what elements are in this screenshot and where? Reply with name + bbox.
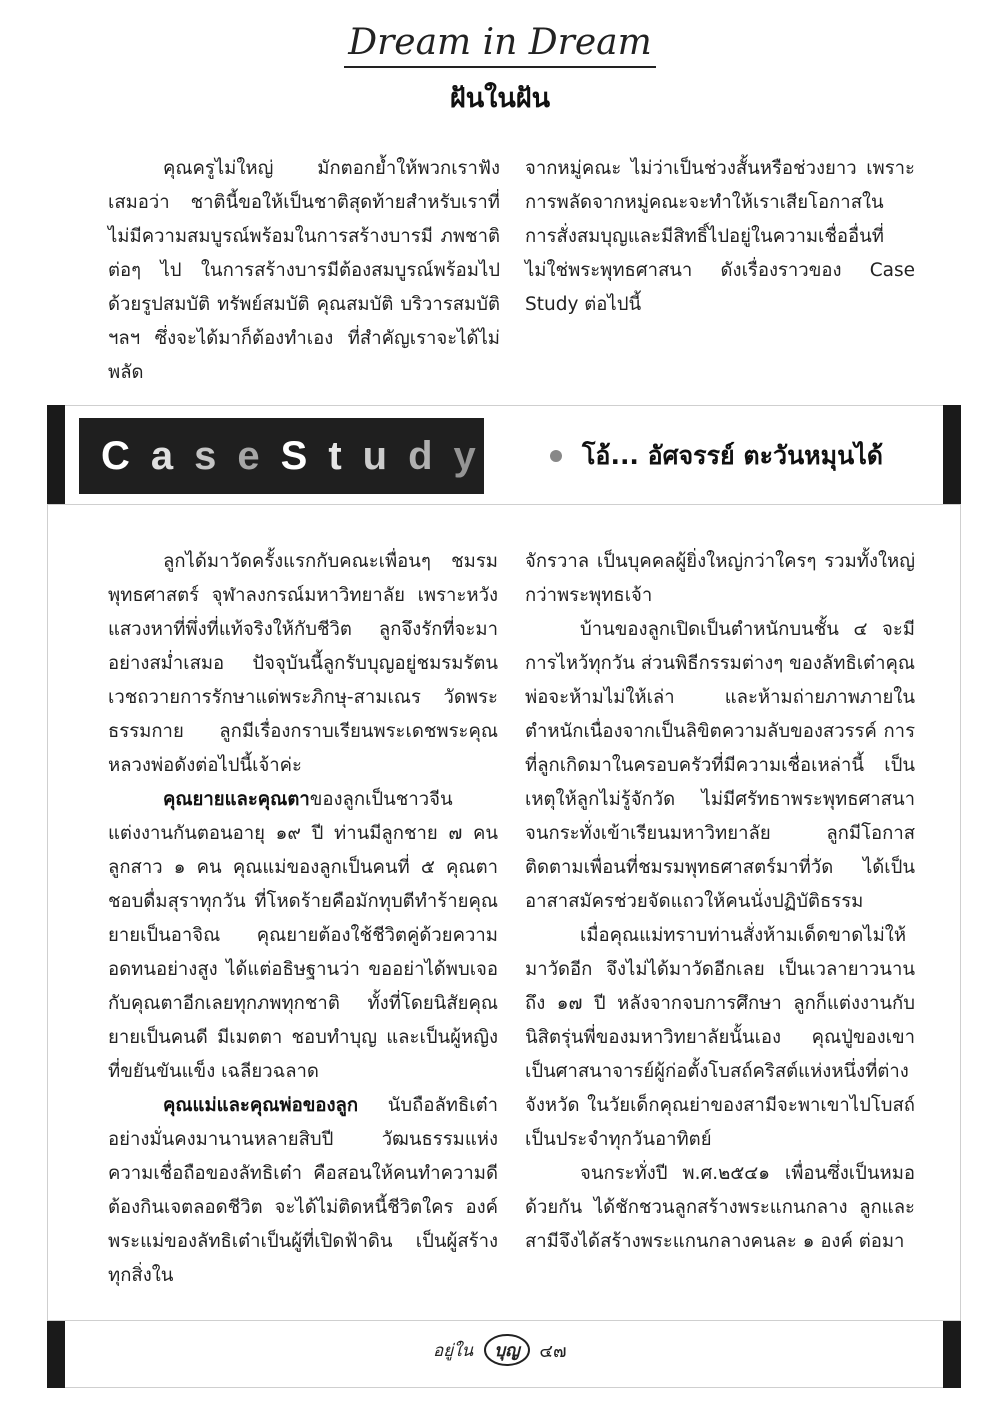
body-right-column <box>525 545 915 1259</box>
body-left-paragraph-2 <box>108 783 498 1089</box>
body-right-paragraph-1: จักรวาล เป็นบุคคลผู้ยิ่งใหญ่กว่าใครๆ รวมทั้งใหญ่กว่าพระพุทธเจ้า <box>525 551 915 606</box>
banner-letter: y <box>453 433 476 478</box>
body-left-paragraph-1: ลูกได้มาวัดครั้งแรกกับคณะเพื่อนๆ ชมรมพุทธศาสตร์ จุฬาลงกรณ์มหาวิทยาลัย เพราะหวังแสวงหาที่พึ่งที่แท้จริงให้กับชีวิต ลูกจึงรักที่จะมาอย่างสม่ำเสมอ ปัจจุบันนี้ลูกรับบุญอยู่ชมรมรัตนเวชถวายการรักษาแด่พระภิกษุ-สามเณร วัดพระธรรมกาย ลูกมีเรื่องกราบเรียนพระเดชพระคุณหลวงพ่อดังต่อไปนี้เจ้าค่ะ <box>108 551 498 776</box>
body-left-paragraph-3 <box>108 1089 498 1293</box>
banner-letter: a <box>150 433 174 478</box>
banner-letter: s <box>194 433 217 478</box>
intro-right-paragraph: จากหมู่คณะ ไม่ว่าเป็นช่วงสั้นหรือช่วงยาว เพราะการพลัดจากหมู่คณะจะทำให้เราเสียโอกาสในการสั่งสมบุญและมีสิทธิ์ไปอยู่ในความเชื่ออื่นที่ไม่ใช่พระพุทธศาสนา ดังเรื่องราวของ Case Study ต่อไปนี้ <box>525 158 915 315</box>
title-english: Dream in Dream <box>344 22 656 68</box>
case-study-headline <box>550 433 883 479</box>
page-number: ๔๗ <box>539 1340 567 1362</box>
banner-letter: t <box>328 433 342 478</box>
logo-text-2: บุญ <box>494 1341 521 1361</box>
banner-letter: C <box>101 433 130 478</box>
body-right-paragraph-4: จนกระทั่งปี พ.ศ.๒๕๔๑ เพื่อนซึ่งเป็นหมอด้วยกัน ได้ชักชวนลูกสร้างพระแกนกลาง ลูกและสามีจึงได้สร้างพระแกนกลางคนละ ๑ องค์ ต่อมา <box>525 1163 915 1252</box>
logo-icon <box>433 1333 533 1367</box>
case-study-banner <box>79 418 484 494</box>
intro-left-paragraph: คุณครูไม่ใหญ่ มักตอกย้ำให้พวกเราฟังเสมอว่า ชาตินี้ขอให้เป็นชาติสุดท้ายสำหรับเราที่ไม่มีความสมบูรณ์พร้อมในการสร้างบารมี ภพชาติต่อๆ ไป ในการสร้างบารมีต้องสมบูรณ์พร้อมไปด้วยรูปสมบัติ ทรัพย์สมบัติ คุณสมบัติ บริวารสมบัติ ฯลฯ ซึ่งจะได้มาก็ต้องทำเอง ที่สำคัญเราจะได้ไม่พลัด <box>108 158 500 383</box>
paragraph-bold-lead: คุณยายและคุณตา <box>163 789 310 810</box>
frame-bar-top-right <box>943 405 961 504</box>
frame-bar-top-left <box>47 405 65 504</box>
footer-logo <box>433 1333 533 1367</box>
frame-divider-top <box>47 504 961 505</box>
body-right-paragraph-3: เมื่อคุณแม่ทราบท่านสั่งห้ามเด็ดขาดไม่ให้มาวัดอีก จึงไม่ได้มาวัดอีกเลย เป็นเวลายาวนานถึง ๑๗ ปี หลังจากจบการศึกษา ลูกก็แต่งงานกับนิสิตรุ่นพี่ของมหาวิทยาลัยนั้นเอง คุณปู่ของเขาเป็นศาสนาจารย์ผู้ก่อตั้งโบสถ์คริสต์แห่งหนึ่งที่ต่างจังหวัด ในวัยเด็กคุณย่าของสามีจะพาเขาไปโบสถ์เป็นประจำทุกวันอาทิตย์ <box>525 925 915 1150</box>
banner-letter: e <box>237 433 260 478</box>
body-right-paragraph-2: บ้านของลูกเปิดเป็นตำหนักบนชั้น ๔ จะมีการไหว้ทุกวัน ส่วนพิธีกรรมต่างๆ ของลัทธิเต๋าคุณพ่อจะห้ามไม่ให้เล่า และห้ามถ่ายภาพภายในตำหนักเนื่องจากเป็นลิขิตความลับของสวรรค์ การที่ลูกเกิดมาในครอบครัวที่มีความเชื่อเหล่านี้ เป็นเหตุให้ลูกไม่รู้จักวัด ไม่มีศรัทธาพระพุทธศาสนาจนกระทั่งเข้าเรียนมหาวิทยาลัย ลูกมีโอกาสติดตามเพื่อนที่ชมรมพุทธศาสตร์มาที่วัด ได้เป็นอาสาสมัครช่วยจัดแถวให้คนนั่งปฏิบัติธรรม <box>525 619 915 912</box>
title-thai: ฝันในฝัน <box>449 83 551 114</box>
banner-letter: u <box>362 433 388 478</box>
headline-text: โอ้... อัศจรรย์ ตะวันหมุนได้ <box>582 441 884 470</box>
logo-text-1: อยู่ใน <box>433 1341 474 1361</box>
page-header <box>0 22 1000 119</box>
intro-left-column <box>108 152 500 390</box>
bullet-icon <box>550 450 562 462</box>
banner-letter: d <box>408 433 433 478</box>
paragraph-text: ของลูกเป็นชาวจีน แต่งงานกันตอนอายุ ๑๙ ปี ท่านมีลูกชาย ๗ คน ลูกสาว ๑ คน คุณแม่ของลูกเป็นคนที่ ๕ คุณตาชอบดื่มสุราทุกวัน ที่โหดร้ายคือมักทุบตีทำร้ายคุณยายเป็นอาจิณ คุณยายต้องใช้ชีวิตคู่ด้วยความอดทนอย่างสูง ได้แต่อธิษฐานว่า ขออย่าได้พบเจอกับคุณตาอีกเลยทุกภพทุกชาติ ทั้งที่โดยนิสัยคุณยายเป็นคนดี มีเมตตา ชอบทำบุญ และเป็นผู้หญิง ที่ขยันขันแข็ง เฉลียวฉลาด <box>108 789 498 1082</box>
frame-divider-bottom <box>47 1320 961 1321</box>
paragraph-bold-lead: คุณแม่และคุณพ่อของลูก <box>163 1095 359 1116</box>
page-footer <box>0 1330 1000 1370</box>
intro-right-column <box>525 152 915 322</box>
banner-letter: S <box>280 433 308 478</box>
paragraph-text: นับถือลัทธิเต๋า อย่างมั่นคงมานานหลายสิบปี วัฒนธรรมแห่งความเชื่อถือของลัทธิเต๋า คือสอนให้คนทำความดี ต้องกินเจตลอดชีวิต จะได้ไม่ติดหนี้ชีวิตใคร องค์พระแม่ของลัทธิเต๋าเป็นผู้ที่เปิดฟ้าดิน เป็นผู้สร้างทุกสิ่งใน <box>108 1095 498 1286</box>
body-left-column <box>108 545 498 1293</box>
